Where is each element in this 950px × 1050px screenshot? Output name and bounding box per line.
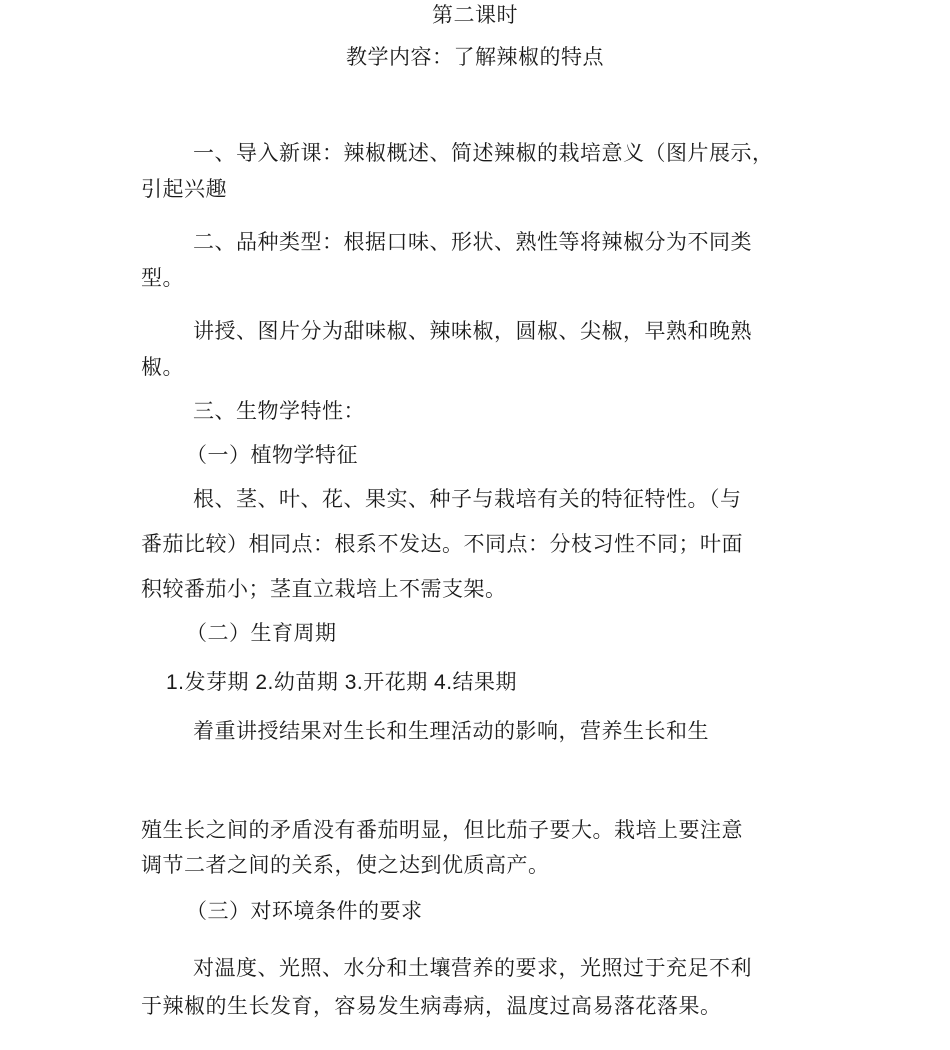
paragraph-line: 对温度、光照、水分和土壤营养的要求，光照过于充足不利: [193, 956, 752, 980]
lesson-title: 第二课时: [432, 3, 518, 27]
paragraph-line: 番茄比较）相同点：根系不发达。不同点：分枝习性不同；叶面: [141, 532, 743, 556]
paragraph-line: 积较番茄小；茎直立栽培上不需支架。: [141, 577, 507, 601]
subsection-heading: （三）对环境条件的要求: [186, 899, 423, 923]
stage-list: 1.发芽期 2.幼苗期 3.开花期 4.结果期: [166, 671, 518, 694]
subsection-heading: （二）生育周期: [186, 621, 337, 645]
paragraph-line: 椒。: [141, 355, 184, 379]
paragraph-line: 引起兴趣: [141, 177, 227, 201]
paragraph-line: 于辣椒的生长发育，容易发生病毒病，温度过高易落花落果。: [141, 994, 722, 1018]
paragraph-line: 根、茎、叶、花、果实、种子与栽培有关的特征特性。（与: [193, 487, 742, 511]
paragraph-line: 调节二者之间的关系，使之达到优质高产。: [141, 853, 550, 877]
paragraph-line: 讲授、图片分为甜味椒、辣味椒，圆椒、尖椒，早熟和晚熟: [193, 319, 752, 343]
lesson-subtitle: 教学内容：了解辣椒的特点: [346, 45, 604, 69]
paragraph-line: 二、品种类型：根据口味、形状、熟性等将辣椒分为不同类: [193, 230, 752, 254]
paragraph-line: 型。: [141, 266, 184, 290]
subsection-heading: （一）植物学特征: [186, 443, 358, 467]
paragraph-line: 着重讲授结果对生长和生理活动的影响，营养生长和生: [193, 719, 709, 743]
paragraph-line: 殖生长之间的矛盾没有番茄明显，但比茄子要大。栽培上要注意: [141, 818, 743, 842]
section-heading: 三、生物学特性：: [193, 399, 365, 423]
paragraph-line: 一、导入新课：辣椒概述、简述辣椒的栽培意义（图片展示，: [193, 141, 774, 165]
